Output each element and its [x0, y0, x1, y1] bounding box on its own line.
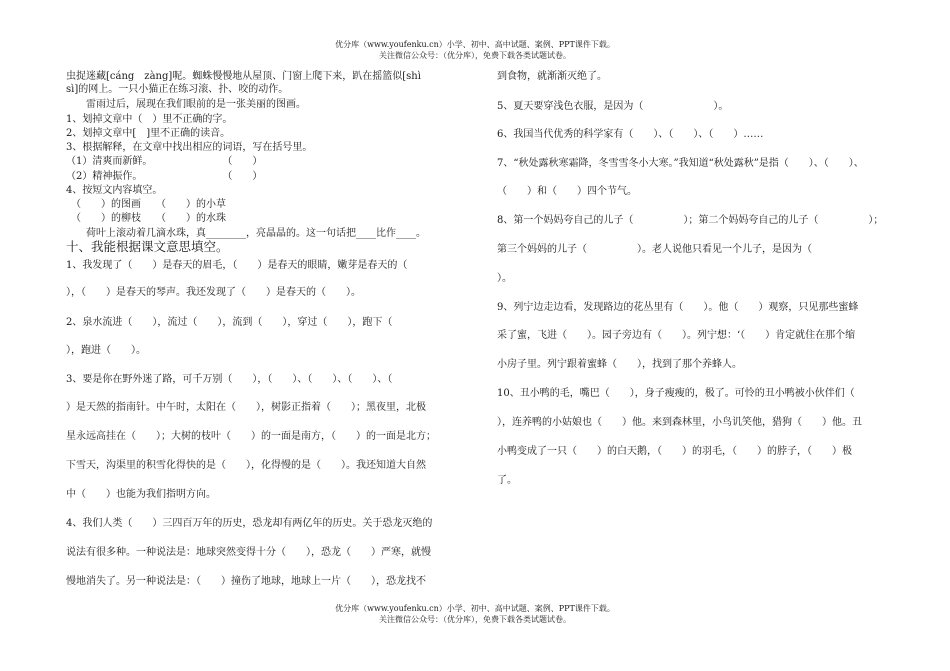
question-line: ），（ ）是春天的琴声。我还发现了（ ）是春天的（ ）。 — [66, 287, 361, 298]
question-line: ），连养鸭的小姑娘也（ ）他。来到森林里，小鸟讥笑他，猎狗（ ）他。丑 — [497, 417, 862, 428]
section-heading: 十、我能根据课文意思填空。 — [66, 239, 229, 254]
footer-line-2: 关注微信公众号：（优分库），免费下载各类试题试卷。 — [379, 615, 571, 624]
answer-line: （ ）的柳枝 （ ）的水珠 — [66, 213, 226, 224]
text-line: 雷雨过后，展现在我们眼前的是一张美丽的图画。 — [66, 99, 306, 110]
page-footer — [0, 603, 950, 625]
page-header — [0, 39, 950, 61]
footer-line-1: 优分库（www.youfenku.cn）小学、初中、高中试题、案例、PPT课件下载。 — [335, 604, 615, 613]
question-line: 星永远高挂在（ ）；大树的枝叶（ ）的一面是南方，（ ）的一面是北方； — [66, 431, 436, 442]
question-line: 8、第一个妈妈夸自己的儿子（ ）；第二个妈妈夸自己的儿子（ ）； — [497, 215, 884, 226]
header-line-2: 关注微信公众号：（优分库），免费下载各类试题试卷。 — [379, 51, 571, 60]
question-line: 5、夏天要穿浅色衣服，是因为（ ）。 — [497, 101, 729, 112]
question-line: 3、要是你在野外迷了路，可千万别（ ），（ ）、（ ）、（ ）、（ — [66, 374, 393, 385]
question-line: ），跑进（ ）。 — [66, 345, 146, 356]
question-line: 3、根据解释，在文章中找出相应的词语，写在括号里。 — [66, 142, 313, 153]
text-line: 到食物，就渐渐灭绝了。 — [497, 71, 607, 82]
question-line: 6、我国当代优秀的科学家有（ ）、（ ）、（ ）…… — [497, 129, 764, 140]
question-line: 第三个妈妈的儿子（ ）。老人说他只看见一个儿子，是因为（ — [497, 244, 812, 255]
question-line: （ ）和（ ）四个节气。 — [497, 186, 637, 197]
question-line: 说法有很多种。一种说法是：地球突然变得十分（ ），恐龙（ ）严寒，就慢 — [66, 547, 431, 558]
question-line: 9、列宁边走边看，发现路边的花丛里有（ ）。他（ ）观察，只见那些蜜蜂 — [497, 302, 859, 313]
question-line: ）。 — [497, 273, 512, 284]
question-line: 1、我发现了（ ）是春天的眉毛，（ ）是春天的眼睛，嫩芽是春天的（ — [66, 260, 408, 271]
text-line: sì]的网上。一只小猫正在练习滚、扑、咬的动作。 — [66, 84, 289, 95]
question-line: 2、泉水流进（ ），流过（ ），流到（ ），穿过（ ），跑下（ — [66, 317, 393, 328]
question-line: 7、“秋处露秋寒霜降，冬雪雪冬小大寒。”我知道“秋处露秋”是指（ ）、（ ）、 — [497, 158, 864, 169]
question-line: 中（ ）也能为我们指明方向。 — [66, 489, 216, 500]
text-line: 荷叶上滚动着几滴水珠，真________，亮晶晶的。这一句话把____比作____。 — [66, 228, 426, 239]
question-line: 1、划掉文章中（ ）里不正确的字。 — [66, 114, 233, 125]
answer-line: （2）精神振作。 （ ） — [66, 171, 263, 182]
answer-line: （1）清爽而新鲜。 （ ） — [66, 156, 263, 167]
answer-line: （ ）的图画 （ ）的小草 — [66, 199, 226, 210]
question-line: 慢地消失了。另一种说法是：（ ）撞伤了地球，地球上一片（ ），恐龙找不 — [66, 576, 426, 587]
header-line-1: 优分库（www.youfenku.cn）小学、初中、高中试题、案例、PPT课件下载。 — [335, 40, 615, 49]
question-line: 了。 — [497, 475, 517, 486]
text-line: 虫捉迷藏[cáng zàng]呢。蜘蛛慢慢地从屋顶、门窗上爬下来，趴在摇篮似[shì — [66, 71, 421, 82]
question-line: 小房子里。列宁跟着蜜蜂（ ），找到了那个养蜂人。 — [497, 359, 742, 370]
question-line: 下雪天，沟渠里的积雪化得快的是（ ），化得慢的是（ ）。我还知道大自然 — [66, 460, 426, 471]
question-line: 小鸭变成了一只（ ）的白天鹅，（ ）的羽毛，（ ）的脖子，（ ）极 — [497, 446, 852, 457]
question-line: 采了蜜，飞进（ ）。园子旁边有（ ）。列宁想：‘（ ）肯定就住在那个缩 — [497, 330, 856, 341]
question-line: 10、丑小鸭的毛，嘴巴（ ），身子瘦瘦的，极了。可怜的丑小鸭被小伙伴们（ — [497, 388, 855, 399]
question-line: 4、按短文内容填空。 — [66, 185, 163, 196]
question-line: 2、划掉文章中[ ]里不正确的读音。 — [66, 128, 231, 139]
question-line: 4、我们人类（ ）三四百万年的历史，恐龙却有两亿年的历史。关于恐龙灭绝的 — [66, 518, 433, 529]
question-line: ）是天然的指南针。中午时，太阳在（ ），树影正指着（ ）；黑夜里，北极 — [66, 402, 426, 413]
